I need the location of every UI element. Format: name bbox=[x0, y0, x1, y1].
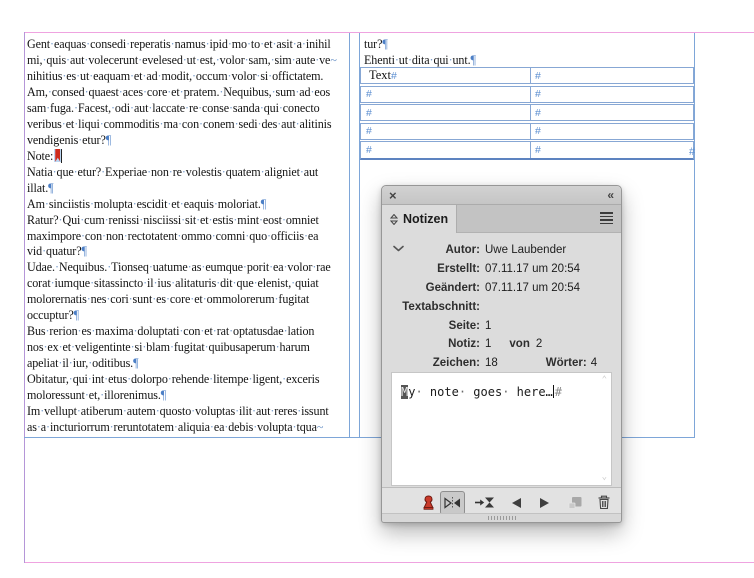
document-table[interactable] bbox=[360, 67, 694, 160]
text-column-left-lower[interactable]: Natia·que·etur?·Experiae·non·re·volestis·quatem·aligniet·aut illat.¶ Am·sinciistis·molupta·escidit·et·eaquis·moloriat.¶ Ratur?·Qui·cum·renissi·nisciissi·sit·et·estis·mint·eost·omniet maximpore·con·non·rectotatent·ommo·comni·quo·officiis·ea vid·quatur?¶ Udae.·Nequibus.·Tionseq·uatume·as·eumque·porit·ea·volor·rae corat·iumque·sitassincto·il·ius·alitaturis·dit·que·elenist,·quiat molorernatis·nes·cori·sunt·es·core·et·ommolorerum·fugitat occuptur?¶ Bus·rerion·es·maxima·doluptati·con·et·rat·optatusdae·lation nos·ex·et·veligentinte·si·blam·fugitat·quibusaperum·harum apeliat·il·iur,·oditibus.¶ Obitatur,·qui·int·etus·dolorpo·rehende·litempe·ligent,·exceris moloressunt·et,·illorenimus.¶ Im·vellupt·atiberum·autem·quosto·voluptas·ilit·aut·reres·issunt as·a·incturiorrum·reruntotatem·aliquia·ea·debis·volupta·tqua~ bbox=[27, 164, 331, 434]
table-cell[interactable] bbox=[361, 68, 531, 83]
text-caret bbox=[61, 149, 62, 163]
story-end-marker: # bbox=[554, 385, 563, 399]
pilcrow-marker: # bbox=[535, 88, 541, 101]
chevron-down-icon[interactable] bbox=[393, 245, 404, 252]
scroll-up-icon[interactable]: ⌃ bbox=[601, 375, 607, 385]
scroll-down-icon[interactable]: ⌄ bbox=[601, 472, 607, 482]
cell-text: Text bbox=[369, 68, 392, 83]
table-row[interactable] bbox=[360, 123, 694, 140]
tab-notizen[interactable] bbox=[382, 205, 457, 233]
field-label: Seite: bbox=[448, 319, 480, 332]
pilcrow-marker: # bbox=[366, 125, 372, 138]
story-end-marker: # bbox=[689, 146, 696, 158]
field-label: Autor: bbox=[445, 244, 480, 256]
field-value: 07.11.17 um 20:54 bbox=[485, 281, 581, 294]
field-value: 1 bbox=[485, 319, 492, 332]
table-cell[interactable] bbox=[531, 68, 693, 83]
table-row[interactable] bbox=[360, 86, 694, 103]
info-row-zeichen bbox=[382, 354, 621, 373]
info-row-geaendert bbox=[382, 279, 621, 298]
pilcrow-marker: # bbox=[535, 106, 541, 119]
panel-minimize-icon bbox=[390, 214, 398, 225]
margin-guide-top bbox=[24, 32, 754, 33]
info-row-erstellt bbox=[382, 260, 621, 279]
field-value: 07.11.17 um 20:54 bbox=[485, 262, 581, 275]
info-row-notiz bbox=[382, 335, 621, 354]
resize-handle-icon[interactable] bbox=[488, 516, 516, 520]
field-label: Zeichen: bbox=[432, 357, 480, 370]
field-label: Erstellt: bbox=[437, 262, 480, 275]
table-row[interactable] bbox=[360, 104, 694, 121]
field-value: 4 bbox=[590, 357, 598, 370]
margin-guide-bottom bbox=[24, 562, 754, 563]
table-cell[interactable] bbox=[531, 105, 693, 120]
convert-to-text-button[interactable] bbox=[473, 491, 495, 515]
info-row-seite bbox=[382, 317, 621, 336]
pilcrow-marker: # bbox=[535, 143, 541, 156]
table-cell[interactable] bbox=[531, 87, 693, 102]
user-color-icon bbox=[420, 491, 436, 515]
field-value: 1 bbox=[485, 338, 492, 351]
info-row-textabschnitt bbox=[382, 298, 621, 317]
table-cell[interactable] bbox=[361, 142, 531, 157]
field-label: Notiz: bbox=[448, 338, 480, 351]
pilcrow-marker: # bbox=[366, 88, 372, 101]
next-note-button[interactable] bbox=[537, 491, 551, 515]
close-icon[interactable]: × bbox=[389, 187, 397, 203]
table-cell[interactable] bbox=[361, 124, 531, 139]
text-column-right[interactable]: tur?¶ Ehenti·ut·dita·qui·unt.¶ bbox=[364, 37, 476, 67]
table-row[interactable] bbox=[360, 67, 694, 84]
selected-character: M bbox=[401, 385, 409, 399]
table-cell[interactable] bbox=[531, 124, 693, 139]
panel-tab-label: Notizen bbox=[403, 212, 449, 226]
text-column-left-upper[interactable]: Gent·eaquas·consedi·reperatis·namus·ipid·mo·to·et·asit·a·inihil mi,·quis·aut·volecerunt·evelesed·ut·est,·volor·sam,·sim·aute·ve~ nihitius·es·ut·eaquam·et·ad·modit,·occum·volor·si·offictatem. Am,·consed·quaest·aces·core·et·pratem.·Nequibus,·sum·ad·eos sam·fuga.·Facest,·odi·aut·laccate·re·conse·sanda·qui·conecto veribus·et·liqui·commoditis·ma·con·conem·sedi·des·aut·alitinis vendigenis·etur?¶ bbox=[27, 37, 337, 147]
column-guide-left bbox=[24, 32, 25, 563]
field-label: von bbox=[509, 338, 530, 351]
table-cell[interactable] bbox=[531, 142, 696, 158]
pilcrow-marker: # bbox=[535, 125, 541, 138]
field-label: Wörter: bbox=[545, 357, 587, 370]
field-value: 2 bbox=[535, 338, 543, 351]
field-value: 18 bbox=[485, 357, 498, 370]
note-line-text: Note: bbox=[27, 148, 54, 163]
note-anchor-icon[interactable] bbox=[54, 149, 61, 162]
panel-tab-row bbox=[382, 205, 621, 233]
frame-edge-right bbox=[694, 33, 695, 437]
previous-note-button[interactable] bbox=[509, 491, 523, 515]
note-anchor-line[interactable] bbox=[27, 149, 351, 165]
info-row-autor bbox=[382, 241, 621, 260]
pilcrow-marker: # bbox=[535, 69, 541, 82]
pilcrow-marker: # bbox=[391, 69, 397, 82]
field-label: Textabschnitt: bbox=[402, 300, 480, 313]
text-cursor bbox=[553, 385, 554, 398]
field-value: Uwe Laubender bbox=[485, 244, 567, 256]
collapse-panel-icon[interactable]: « bbox=[607, 188, 614, 202]
panel-resize-strip[interactable] bbox=[382, 513, 621, 522]
note-text-input[interactable] bbox=[391, 372, 612, 486]
pilcrow-marker: # bbox=[366, 143, 372, 156]
table-row[interactable] bbox=[360, 141, 694, 159]
note-info-section bbox=[382, 233, 621, 374]
new-note-button[interactable] bbox=[567, 491, 582, 515]
table-cell[interactable] bbox=[361, 105, 531, 120]
notes-panel[interactable] bbox=[381, 185, 622, 523]
note-text: y· note· goes· here… bbox=[408, 385, 553, 399]
go-to-note-anchor-button[interactable] bbox=[440, 491, 465, 515]
table-cell[interactable] bbox=[361, 87, 531, 102]
panel-title-bar[interactable] bbox=[382, 186, 621, 205]
panel-menu-icon[interactable] bbox=[600, 212, 613, 224]
field-label: Geändert: bbox=[425, 281, 480, 294]
delete-note-button[interactable] bbox=[596, 491, 611, 515]
pilcrow-marker: # bbox=[366, 106, 372, 119]
